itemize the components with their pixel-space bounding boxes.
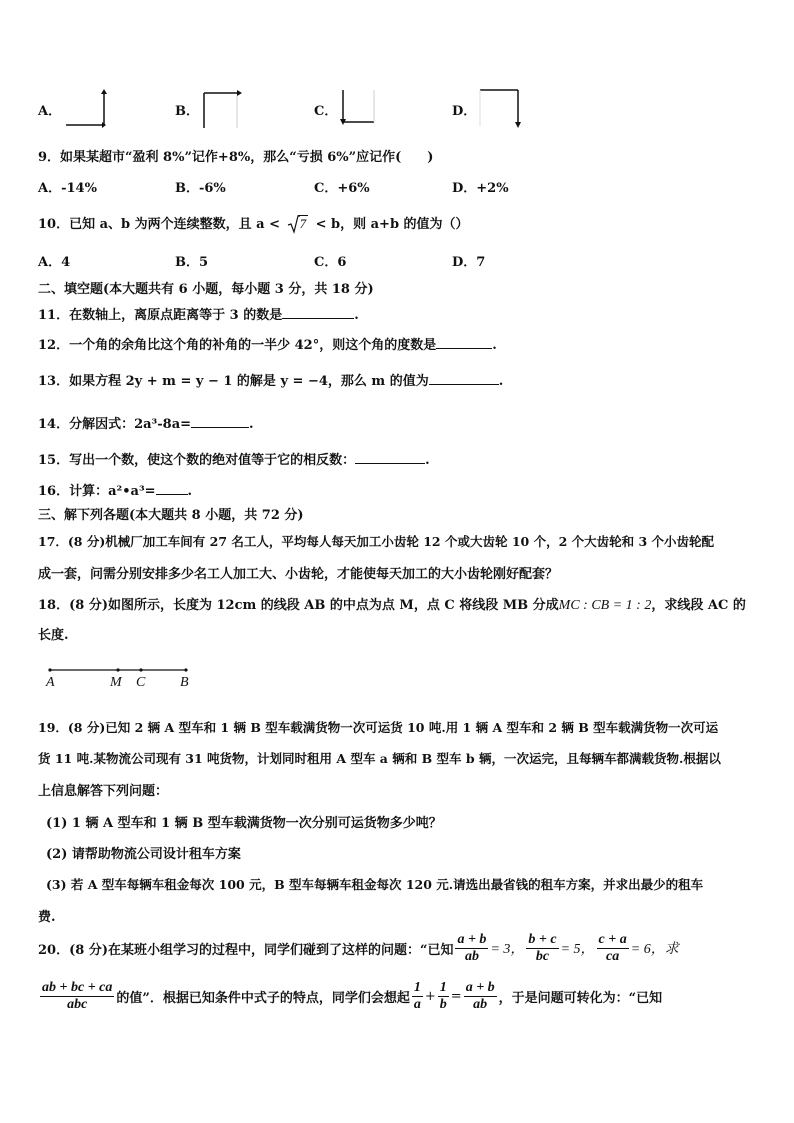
q11-answer-blank[interactable] [282, 306, 354, 319]
q9-stem: 9．如果某超市“盈利 8%”记作+8%，那么“亏损 6%”应记作( ) [38, 150, 434, 165]
q13-period: . [498, 374, 504, 389]
q19-line3: 上信息解答下列问题： [38, 784, 169, 799]
q20-mid: 的值”．根据已知条件中式子的特点，同学们会想起 [116, 990, 410, 1006]
q18-line2: 长度. [38, 628, 69, 643]
fraction-5: $\frac{1}{a}$ [413, 979, 421, 1012]
q8-option-b: B． [175, 104, 199, 119]
q11-period: . [354, 308, 359, 323]
point-label-c: C [136, 675, 146, 690]
q20-tail: ，于是问题可转化为：“已知 [498, 990, 663, 1006]
fraction-4: $\frac{ab + bc + ca}{\text{abc}}$ [42, 979, 113, 1012]
q16-text: 16．计算：a²•a³= [38, 484, 156, 499]
point-label-m: M [110, 675, 122, 690]
q18-line1 [38, 594, 746, 614]
fraction-3: $\frac{c + a}{ca}$ [598, 931, 627, 964]
q14-answer-blank[interactable] [191, 415, 249, 428]
fraction-2-value: = 5， [560, 942, 595, 957]
q8-figure-a [64, 88, 106, 130]
q8-option-a: A． [38, 104, 62, 119]
plus-sign: + [424, 988, 436, 1004]
fraction-1-value: = 3， [490, 942, 525, 957]
radical-sign-icon [288, 215, 300, 233]
q10-stem-b: < b，则 a+b 的值为（） [315, 217, 469, 232]
q10-option-c: C．6 [314, 255, 347, 270]
q12-period: . [492, 338, 497, 353]
q8-option-c: C． [314, 104, 338, 119]
q13 [38, 370, 503, 389]
q9-option-b: B．-6% [175, 181, 226, 196]
q13-text: 13．如果方程 2y + m = y − 1 的解是 y = −4，那么 m 的值为 [38, 374, 429, 389]
q20-lead: 20．(8 分)在某班小组学习的过程中，同学们碰到了这样的问题：“已知 [38, 942, 454, 958]
section3-heading: 三、解下列各题(本大题共 8 小题，共 72 分) [38, 508, 304, 523]
q12-text: 12．一个角的余角比这个角的补角的一半少 42°，则这个角的度数是 [38, 338, 437, 353]
q10-option-a: A．4 [38, 255, 71, 270]
q15-text: 15．写出一个数，使这个数的绝对值等于它的相反数： [38, 453, 356, 468]
q15-period: . [425, 453, 430, 468]
q16-answer-blank[interactable] [156, 482, 188, 495]
fraction-1: $\frac{a + b}{ab}$ [457, 931, 487, 964]
q10-option-b: B．5 [175, 255, 209, 270]
radicand: 7 [299, 216, 307, 231]
q9-option-c: C．+6% [314, 181, 370, 196]
q18-ratio: MC : CB = 1 : 2 [558, 598, 652, 613]
q15-answer-blank[interactable] [355, 451, 425, 464]
q17-line2: 成一套，问需分别安排多少名工人加工大、小齿轮，才能使每天加工的大小齿轮刚好配套？ [38, 567, 559, 582]
q8-option-d: D． [452, 104, 477, 119]
q8-figure-b [201, 88, 243, 130]
fraction-7: $\frac{a + b}{ab}$ [465, 979, 495, 1012]
q17-line1: 17．(8 分)机械厂加工车间有 27 名工人，平均每人每天加工小齿轮 12 个或大齿轮 10 个，2 个大齿轮和 3 个小齿轮配 [38, 534, 715, 549]
q12 [38, 334, 497, 353]
q14-period: . [249, 417, 254, 432]
q10-stem-a: 10．已知 a、b 为两个连续整数，且 a < [38, 217, 281, 232]
fraction-3-value: = 6，求 [630, 942, 679, 957]
q12-answer-blank[interactable] [436, 336, 492, 349]
q9-option-d: D．+2% [452, 181, 509, 196]
q19-line1: 19．(8 分)已知 2 辆 A 型车和 1 辆 B 型车载满货物一次可运货 10 吨.用 1 辆 A 型车和 2 辆 B 型车载满货物一次可运 [38, 720, 719, 735]
q18-line1-a: 18．(8 分)如图所示，长度为 12cm 的线段 AB 的中点为点 M，点 C 将线段 MB 分成 [38, 598, 559, 613]
q19-part2: (2) 请帮助物流公司设计租车方案 [46, 847, 241, 862]
q20-line2 [38, 976, 662, 1016]
point-label-b: B [180, 675, 189, 690]
q15 [38, 449, 430, 468]
q16 [38, 480, 192, 499]
q14 [38, 413, 254, 432]
q10-stem [38, 213, 469, 232]
q20-line1 [38, 928, 679, 968]
q8-figure-c [340, 88, 382, 130]
q9-option-a: A．-14% [38, 181, 97, 196]
q16-period: . [187, 484, 193, 499]
q14-text: 14．分解因式：2a³-8a= [38, 417, 192, 432]
section2-heading: 二、填空题(本大题共有 6 小题，每小题 3 分，共 18 分) [38, 282, 374, 297]
q19-part1: (1) 1 辆 A 型车和 1 辆 B 型车载满货物一次分别可运货物多少吨？ [46, 816, 442, 831]
q19-line2: 货 11 吨.某物流公司现有 31 吨货物，计划同时租用 A 型车 a 辆和 B 型车 b 辆，一次运完，且每辆车都满载货物.根据以 [38, 751, 721, 766]
q19-part3: (3) 若 A 型车每辆车租金每次 100 元，B 型车每辆车租金每次 120 元.请选出最省钱的租车方案，并求出最少的租车 [46, 877, 704, 892]
q10-option-d: D．7 [452, 255, 486, 270]
q8-figure-d [478, 86, 526, 132]
q11 [38, 304, 359, 323]
sqrt-symbol [288, 216, 309, 232]
q13-answer-blank[interactable] [429, 372, 499, 385]
q19-part3-end: 费. [38, 910, 56, 925]
equals-sign: = [450, 988, 462, 1004]
q11-text: 11．在数轴上，离原点距离等于 3 的数是 [38, 308, 283, 323]
point-label-a: A [46, 675, 55, 690]
fraction-2: $\frac{b + c}{bc}$ [528, 931, 557, 964]
fraction-6: $\frac{1}{b}$ [439, 979, 447, 1012]
q18-line1-b: ，求线段 AC 的 [651, 598, 746, 613]
